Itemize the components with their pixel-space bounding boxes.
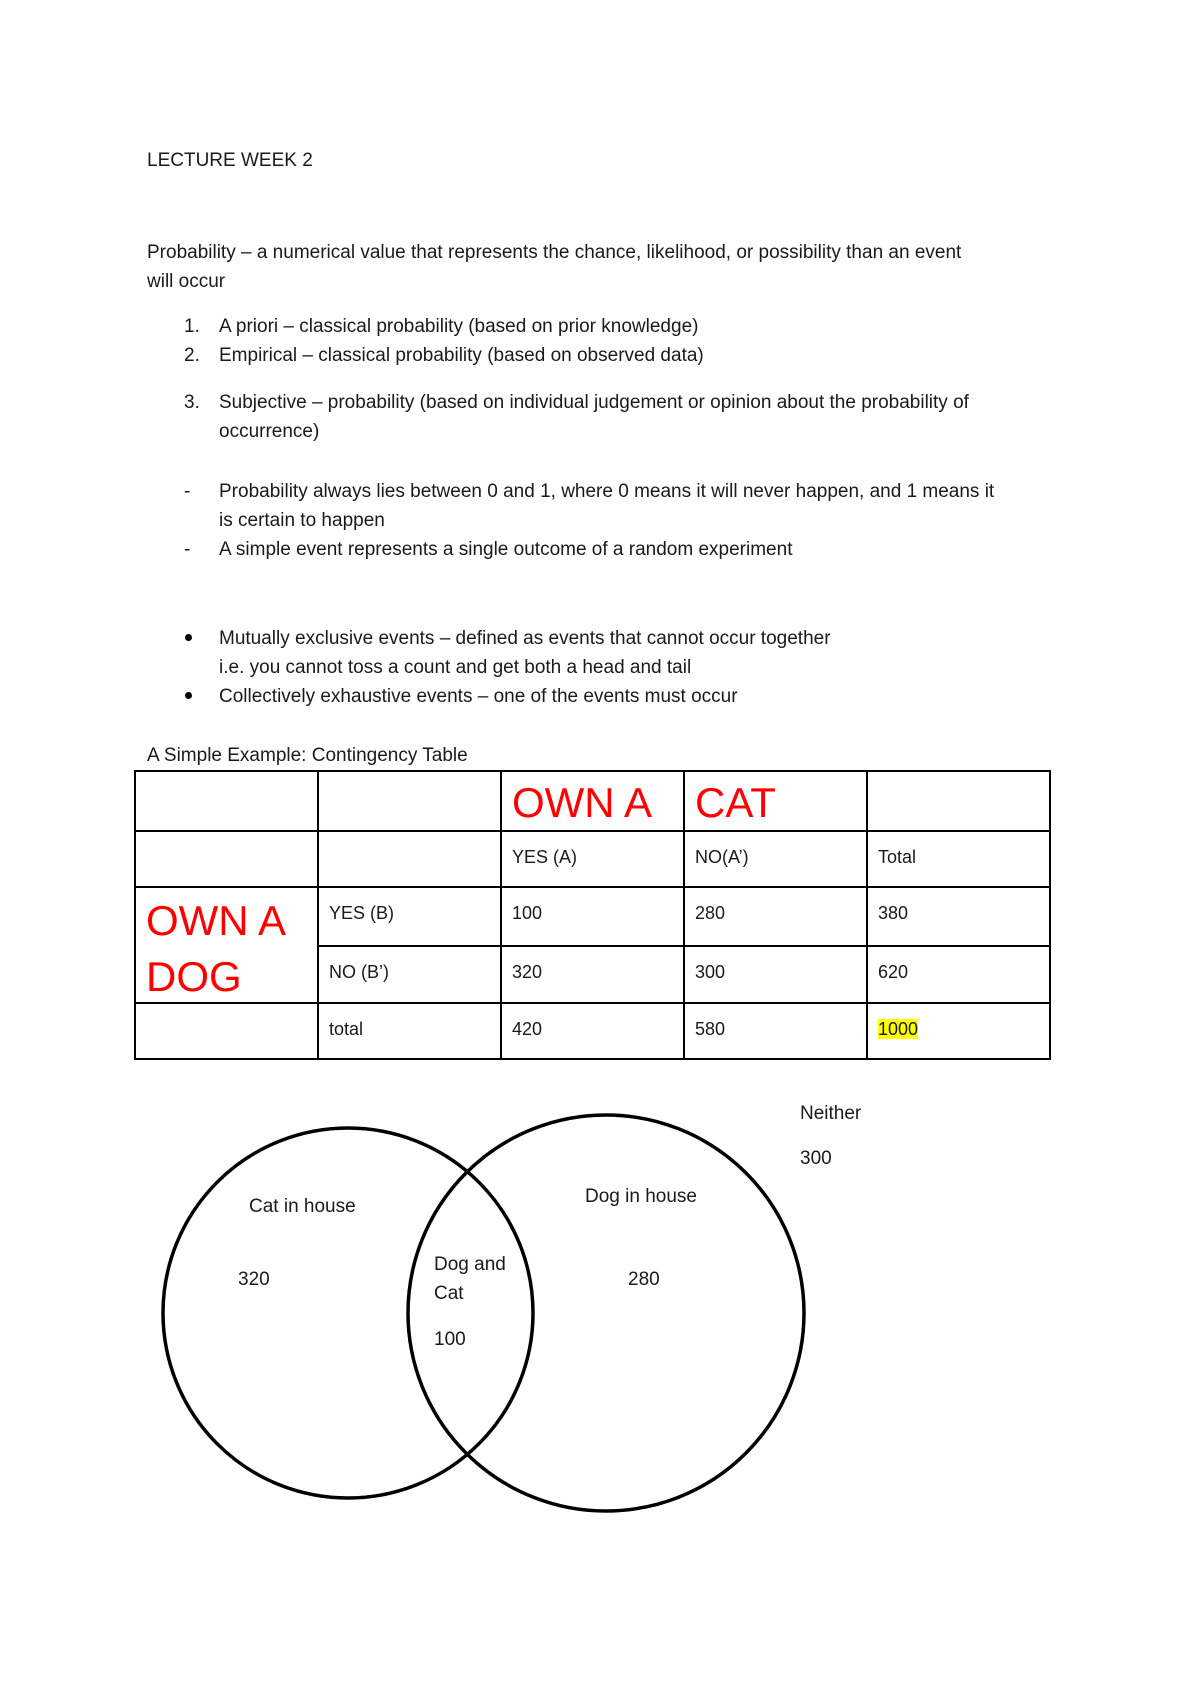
list-item: Collectively exhaustive events – one of the events must occur	[219, 686, 738, 707]
list-item: Mutually exclusive events – defined as events that cannot occur together	[219, 628, 831, 649]
list-item-continuation: i.e. you cannot toss a count and get both a head and tail	[219, 657, 692, 678]
grand-total-value: 1000	[878, 1019, 919, 1039]
list-item: Probability always lies between 0 and 1, where 0 means it will never happen, and 1 means it	[219, 481, 995, 502]
neither-label: Neither	[800, 1103, 862, 1124]
intersection-label: Dog and	[434, 1254, 506, 1275]
list-item: A simple event represents a single outcome of a random experiment	[219, 539, 793, 560]
table-cell: 100	[501, 887, 684, 946]
row-header: YES (B)	[318, 887, 501, 946]
list-item: Subjective – probability (based on individual judgement or opinion about the probability of	[219, 392, 969, 413]
table-cell: 380	[867, 887, 1050, 946]
dog-header-text: OWN A	[146, 897, 287, 944]
list-number: 3.	[184, 392, 200, 413]
list-item-continuation: is certain to happen	[219, 510, 385, 531]
row-header: NO (B’)	[318, 946, 501, 1003]
table-cell: 320	[501, 946, 684, 1003]
column-header: YES (A)	[501, 831, 684, 887]
list-number: 2.	[184, 345, 200, 366]
column-header: NO(A’)	[684, 831, 867, 887]
cat-header-text: CAT	[695, 779, 776, 826]
list-item-continuation: occurrence)	[219, 421, 320, 442]
table-cell: 620	[867, 946, 1050, 1003]
dash-marker: -	[184, 539, 191, 560]
table-cell: 280	[684, 887, 867, 946]
neither-value: 300	[800, 1148, 832, 1169]
list-item: A priori – classical probability (based on prior knowledge)	[219, 316, 699, 337]
table-caption: A Simple Example: Contingency Table	[147, 745, 468, 766]
column-header: Total	[867, 831, 1050, 887]
dog-circle	[408, 1115, 804, 1511]
dog-value: 280	[628, 1269, 660, 1290]
cat-label: Cat in house	[249, 1196, 356, 1217]
dash-marker: -	[184, 481, 191, 502]
definition-line-2: will occur	[147, 271, 226, 292]
table-cell: 580	[684, 1003, 867, 1059]
definition-line-1: Probability – a numerical value that represents the chance, likelihood, or possibility than an event	[147, 242, 962, 263]
intersection-value: 100	[434, 1329, 466, 1350]
intersection-label: Cat	[434, 1283, 464, 1304]
page-title: LECTURE WEEK 2	[147, 150, 313, 171]
cat-value: 320	[238, 1269, 270, 1290]
table-cell: 300	[684, 946, 867, 1003]
list-number: 1.	[184, 316, 200, 337]
dog-label: Dog in house	[585, 1186, 697, 1207]
cat-header-text: OWN A	[512, 779, 653, 826]
table-cell: 420	[501, 1003, 684, 1059]
dog-header-text: DOG	[146, 953, 242, 1000]
list-item: Empirical – classical probability (based on observed data)	[219, 345, 704, 366]
cat-circle	[163, 1128, 533, 1498]
row-header: total	[318, 1003, 501, 1059]
